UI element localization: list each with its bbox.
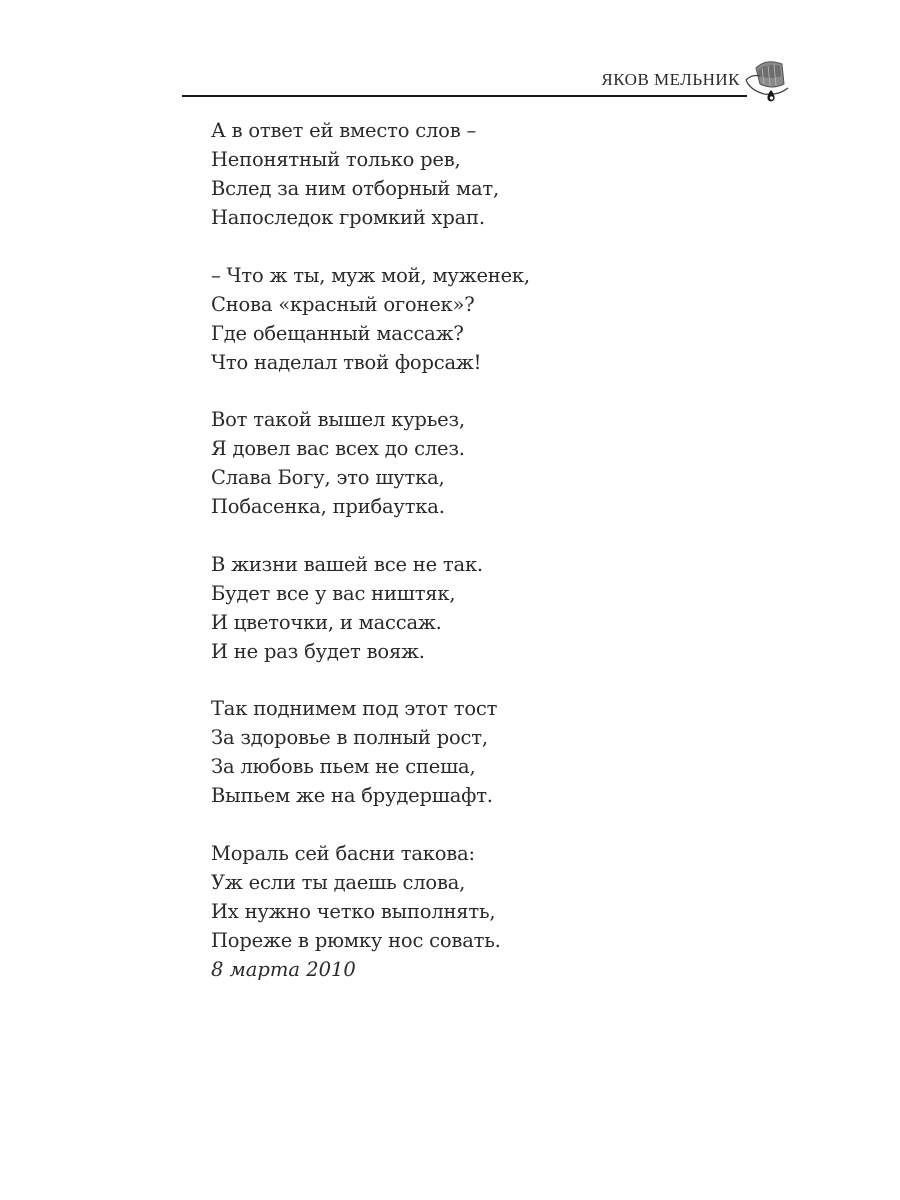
poem-line: Я довел вас всех до слез. <box>211 437 465 460</box>
poem-line: Так поднимем под этот тост <box>211 697 498 720</box>
poem-line: И цветочки, и массаж. <box>211 610 442 634</box>
poem-line: Что наделал твой форсаж! <box>211 350 482 374</box>
poem-line: Напоследок громкий храп. <box>211 206 485 229</box>
stanza-6 <box>211 839 731 955</box>
poem <box>211 116 731 984</box>
poem-line: – Что ж ты, муж мой, муженек, <box>211 263 530 287</box>
poem-line: Пореже в рюмку нос совать. <box>211 928 501 952</box>
running-header <box>182 54 792 106</box>
stanza-2 <box>211 261 731 377</box>
bell-with-flame-icon <box>742 54 792 104</box>
poem-line: Их нужно четко выполнять, <box>211 899 496 923</box>
poem-line: В жизни вашей все не так. <box>211 552 483 576</box>
poem-date: 8 марта 2010 <box>211 957 356 981</box>
poem-line: Непонятный только рев, <box>211 148 461 171</box>
poem-line: Побасенка, прибаутка. <box>211 495 445 518</box>
author-name: ЯКОВ МЕЛЬНИК <box>601 70 740 89</box>
stanza-1 <box>211 116 731 232</box>
poem-line: Выпьем же на брудершафт. <box>211 784 493 807</box>
poem-line: За здоровье в полный рост, <box>211 726 488 749</box>
header-rule <box>182 95 747 97</box>
poem-line: Вслед за ним отборный мат, <box>211 177 499 200</box>
poem-line: И не раз будет вояж. <box>211 639 425 663</box>
poem-line: Уж если ты даешь слова, <box>211 870 466 894</box>
poem-line: Будет все у вас ништяк, <box>211 581 456 605</box>
poem-line: Где обещанный массаж? <box>211 321 464 345</box>
stanza-4 <box>211 550 731 666</box>
poem-line: А в ответ ей вместо слов – <box>211 119 477 142</box>
poem-line: Снова «красный огонек»? <box>211 292 475 316</box>
stanza-3 <box>211 405 731 521</box>
poem-line: За любовь пьем не спеша, <box>211 755 476 778</box>
poem-line: Мораль сей басни такова: <box>211 841 475 865</box>
poem-line: Вот такой вышел курьез, <box>211 408 465 431</box>
stanza-5 <box>211 694 731 810</box>
poem-line: Слава Богу, это шутка, <box>211 466 445 489</box>
